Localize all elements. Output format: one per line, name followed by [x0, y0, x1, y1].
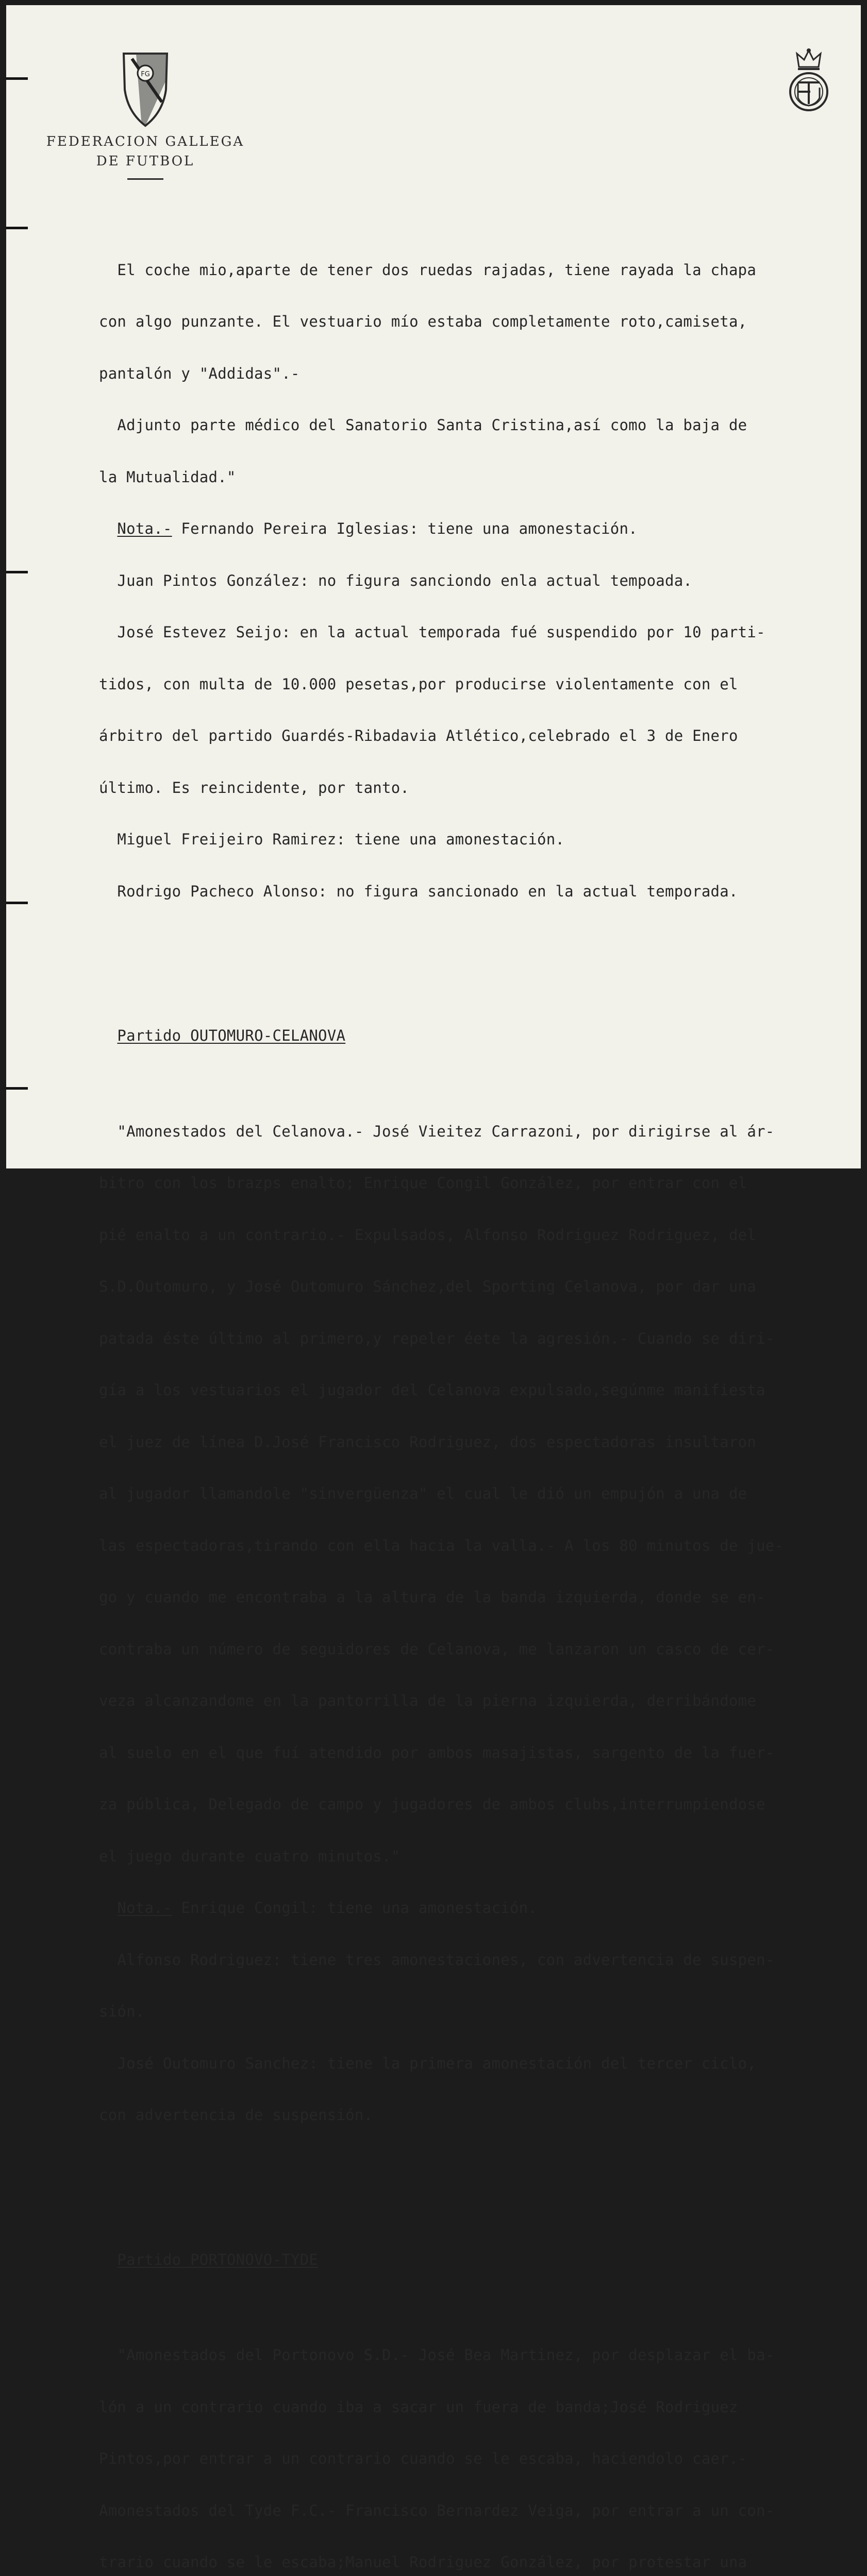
text-line: trario cuando se le escaba;Manuel Rodriguez González, por protestar una — [99, 2553, 747, 2571]
binding-hole-mark — [6, 902, 28, 904]
svg-text:FG: FG — [141, 71, 150, 78]
text-line: José Estevez Seijo: en la actual temporada fué suspendido por 10 parti- — [99, 623, 765, 641]
text-line: Miguel Freijeiro Ramirez: tiene una amonestación. — [99, 831, 565, 848]
text-line: El coche mio,aparte de tener dos ruedas rajadas, tiene rayada la chapa — [99, 261, 757, 279]
letterhead-line-1: FEDERACION GALLEGA — [46, 134, 245, 149]
binding-hole-mark — [6, 227, 28, 229]
text-line: último. Es reincidente, por tanto. — [99, 778, 410, 796]
text-line: veza alcanzandome en la pantorrilla de la pierna izquierda, derribándome — [99, 1692, 757, 1709]
text-line: Amonestados del Tyde F.C.- Francisco Bernardez Veiga, por entrar a un con- — [99, 2501, 775, 2519]
section-heading: Partido OUTOMURO-CELANOVA — [117, 1027, 346, 1044]
text-line: sión. — [99, 2003, 145, 2020]
text-line: "Amonestados del Celanova.- José Vieitez Carrazoni, por dirigirse al ár- — [99, 1122, 775, 1140]
letterhead-line-2: DE FUTBOL — [96, 154, 195, 169]
text-line: pantalón y "Addidas".- — [99, 364, 300, 382]
binding-hole-mark — [6, 1087, 28, 1090]
nota-text: Fernando Pereira Iglesias: tiene una amonestación. — [172, 520, 638, 537]
crowned-fef-emblem-icon — [786, 46, 832, 113]
letterhead-divider — [127, 178, 163, 180]
text-line: pié enalto a un contrario.- Expulsados, Alfonso Rodriguez Rodriguez, del — [99, 1226, 757, 1244]
nota-label: Nota.- — [117, 520, 172, 537]
letterhead — [37, 132, 254, 180]
text-line: las espectadoras,tirando con ella hacia la valla.- A los 80 minutos de jue- — [99, 1536, 784, 1554]
text-line: con algo punzante. El vestuario mío estaba completamente roto,camiseta, — [99, 313, 747, 330]
text-line: Pintos,por entrar a un contrario cuando se le escaba, haciendolo caer.- — [99, 2450, 747, 2467]
document-page — [6, 5, 861, 2571]
text-line: árbitro del partido Guardés-Ribadavia Atlético,celebrado el 3 de Enero — [99, 727, 738, 744]
nota-text: Enrique Congil: tiene una amonestación. — [172, 1899, 538, 1917]
binding-hole-mark — [6, 571, 28, 573]
text-line: el juego durante cuatro minutos." — [99, 1847, 401, 1865]
text-line: al jugador llamandole "sinvergüenza" el cual le dió un empujón a una de — [99, 1485, 747, 1502]
text-line: S.D.Outomuro, y José Outomuro Sánchez,del Sporting Celanova, por dar una — [99, 1278, 757, 1295]
section-heading-line — [99, 2251, 862, 2269]
section-heading-line — [99, 1027, 862, 1045]
text-line: Alfonso Rodriguez: tiene tres amonestaciones, con advertencia de suspen- — [99, 1951, 775, 1969]
text-line: Adjunto parte médico del Sanatorio Santa Cristina,así como la baja de — [99, 416, 747, 434]
nota-label: Nota.- — [117, 1899, 172, 1917]
text-line: bitro con los brazps enalto; Enrique Congil González, por entrar con el — [99, 1174, 747, 1192]
text-line: "Amonestados del Portonovo S.D.- José Bea Martinez, por desplazar el ba- — [99, 2346, 775, 2364]
text-line: go y cuando me encontraba a la altura de la banda izquierda, donde se en- — [99, 1588, 765, 1606]
text-line: za pública, Delegado de campo y jugadores de ambos clubs,interrumpiendose — [99, 1795, 765, 1813]
text-line: el juez de línea D.José Francisco Rodriguez, dos espectadoras insultaron — [99, 1433, 757, 1451]
text-line: al suelo en el que fuí atendido por ambos masajistas, sargento de la fuer- — [99, 1743, 775, 1761]
text-line: contraba un número de seguidores de Celanova, me lanzaron un casco de cer- — [99, 1640, 775, 1658]
section-heading: Partido PORTONOVO-TYDE — [117, 2250, 319, 2268]
document-body — [99, 210, 862, 2576]
text-line: Juan Pintos González: no figura sanciondo enla actual tempoada. — [99, 571, 693, 589]
text-line: tidos, con multa de 10.000 pesetas,por producirse violentamente con el — [99, 675, 738, 693]
federacion-gallega-shield-icon — [121, 48, 170, 129]
text-line: lón a un contrario cuando iba a sacar un fuera de banda;José Rodriguez — [99, 2398, 738, 2416]
text-line: gía a los vestuarios el jugador del Celanova expulsado,segúnme manifiesta — [99, 1381, 765, 1399]
nota-line — [99, 520, 862, 538]
text-line: la Mutualidad." — [99, 468, 236, 486]
text-line: José Outomuro Sanchez: tiene la primera amonestación del tercer ciclo, — [99, 2054, 757, 2072]
text-line: con advertencia de suspensión. — [99, 2106, 373, 2124]
text-line: patada éste último al primero,y repeler éete la agresión.- Cuando se diri- — [99, 1329, 775, 1347]
text-line: Rodrigo Pacheco Alonso: no figura sancionado en la actual temporada. — [99, 882, 738, 900]
binding-hole-mark — [6, 77, 28, 80]
nota-line — [99, 1900, 862, 1917]
